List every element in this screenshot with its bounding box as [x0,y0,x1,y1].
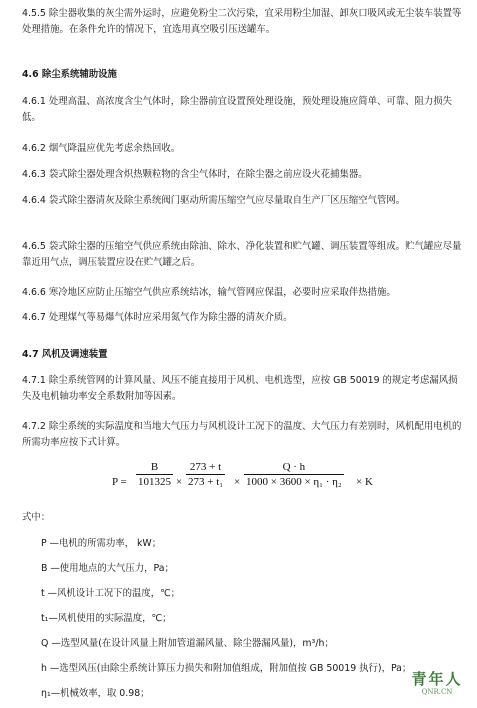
clause-4-6-4: 4.6.4 袋式除尘器清灰及除尘系统阀门驱动所需压缩空气应尽量取自生产厂区压缩空气管网。 [22,195,406,206]
times-sign: × [176,476,183,488]
definition-item: P —电机的所需功率， kW； [41,538,162,549]
times-sign: × [234,476,241,488]
fraction-temperature [186,460,225,489]
clause-4-6-1: 4.6.1 处理高温、高浓度含尘气体时，除尘器前宜设置预处理设施，预处理设施应简单、可靠、阻力损失低。 [22,96,452,123]
section-heading-4-6: 4.6 除尘系统辅助设施 [22,69,117,80]
fraction-pressure-denominator: 101325 [138,476,171,488]
fraction-power-denominator: 1000 × 3600 × η₁ · η₂ [246,476,342,488]
clause-4-6-3: 4.6.3 袋式除尘器处理含炽热颗粒物的含尘气体时，在除尘器之前应设火花捕集器。 [22,169,368,180]
clause-4-6-6: 4.6.6 寒冷地区应防止压缩空气供应系统结冰，输气管网应保温，必要时应采取伴热措施。 [22,287,396,298]
fraction-temperature-denominator: 273 + t₁ [188,476,224,488]
fraction-power [244,460,344,489]
watermark-chinese-text: 青年人 [411,670,463,688]
definition-item: t —风机设计工况下的温度，℃； [41,588,181,599]
definition-item: Q —选型风量(在设计风量上附加管道漏风量、除尘器漏风量)，m³/h； [41,638,334,649]
fraction-pressure-numerator: B [136,460,173,475]
definition-item: B —使用地点的大气压力，Pa； [41,563,174,574]
site-watermark-logo [407,670,467,700]
motor-power-formula [112,460,372,504]
clause-4-7-1: 4.7.1 除尘系统管网的计算风量、风压不能直接用于风机、电机选型，应按 GB 50019 的规定考虑漏风损失及电机轴功率安全系数附加等因素。 [22,375,458,402]
definition-item: h —选型风压(由除尘系统计算压力损失和附加值组成，附加值按 GB 50019 执行)，Pa； [41,663,412,674]
definition-item: η₁—机械效率，取 0.98； [41,688,150,699]
definition-item: t₁—风机使用的实际温度，℃； [41,613,172,624]
formula-tail: × K [356,476,373,488]
section-heading-4-7: 4.7 风机及调速装置 [22,349,108,360]
clause-4-6-7: 4.6.7 处理煤气等易爆气体时应采用氮气作为除尘器的清灰介质。 [22,312,293,323]
fraction-pressure [136,460,173,489]
clause-4-7-2: 4.7.2 除尘系统的实际温度和当地大气压力与风机设计工况下的温度、大气压力有差别时，风机配用电机的所需功率应按下式计算。 [22,421,462,448]
watermark-url-text: QNR.CN [421,688,453,696]
formula-lhs: P = [112,476,127,488]
fraction-power-numerator: Q · h [244,460,344,475]
clause-4-6-5: 4.6.5 袋式除尘器的压缩空气供应系统由除油、除水、净化装置和贮气罐、调压装置等组成。贮气罐应尽量靠近用气点，调压装置应设在贮气罐之后。 [22,241,462,268]
where-label: 式中： [22,512,51,523]
clause-4-5-5: 4.5.5 除尘器收集的灰尘需外运时，应避免粉尘二次污染，宜采用粉尘加湿、卸灰口吸风或无尘装车装置等处理措施。在条件允许的情况下，宜选用真空吸引压送罐车。 [22,8,462,35]
clause-4-6-2: 4.6.2 烟气降温应优先考虑余热回收。 [22,143,181,154]
fraction-temperature-numerator: 273 + t [186,460,225,475]
